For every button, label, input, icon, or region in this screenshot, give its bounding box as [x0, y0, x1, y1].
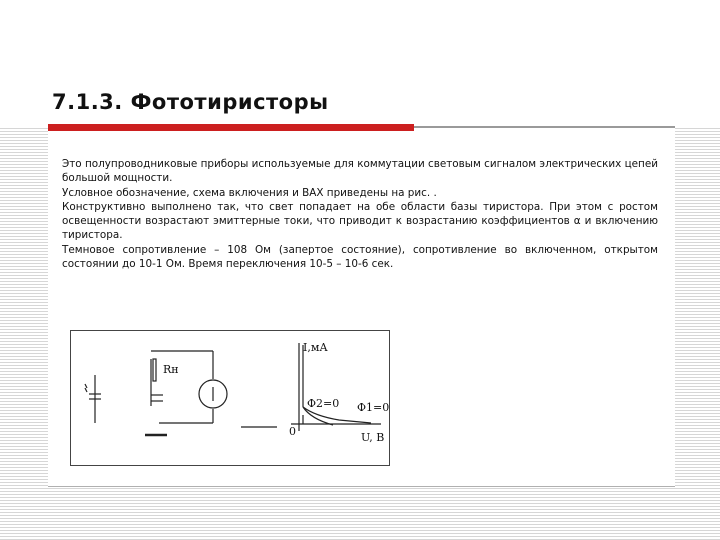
figure-phototyristor — [70, 330, 390, 466]
curve-light-label: Φ1=0 — [357, 401, 389, 414]
origin-label: 0 — [289, 425, 296, 438]
phototyristor-symbol — [85, 375, 101, 423]
y-axis-label: I,мА — [303, 341, 328, 354]
body-text — [62, 157, 658, 271]
footer-divider — [48, 486, 675, 487]
paragraph-1: Это полупроводниковые приборы используемые для коммутации световым сигналом электрических цепей большой мощности. — [62, 158, 658, 185]
x-axis-label: U, В — [361, 431, 385, 444]
paragraph-4: Темновое сопротивление – 108 Ом (запертое состояние), сопротивление во включенном, открытом состоянии до 10-1 Ом. Время переключения 10-5 – 10-6 сек. — [62, 243, 658, 271]
iv-characteristic — [291, 343, 381, 431]
title-underline-gray — [414, 126, 675, 128]
resistor-label: Rн — [163, 363, 179, 376]
curve-dark-label: Φ2=0 — [307, 397, 340, 410]
paragraph-2: Условное обозначение, схема включения и ВАХ приведены на рис. . — [62, 186, 437, 199]
paragraph-3: Конструктивно выполнено так, что свет попадает на обе области базы тиристора. При этом с ростом освещенности возрастают эмиттерные токи, что приводит к возрастанию коэффициентов α и включению тиристора. — [62, 200, 658, 242]
figure-drawing — [71, 331, 389, 465]
title-underline-red — [48, 124, 414, 131]
slide-title: 7.1.3. Фототиристоры — [52, 90, 329, 114]
